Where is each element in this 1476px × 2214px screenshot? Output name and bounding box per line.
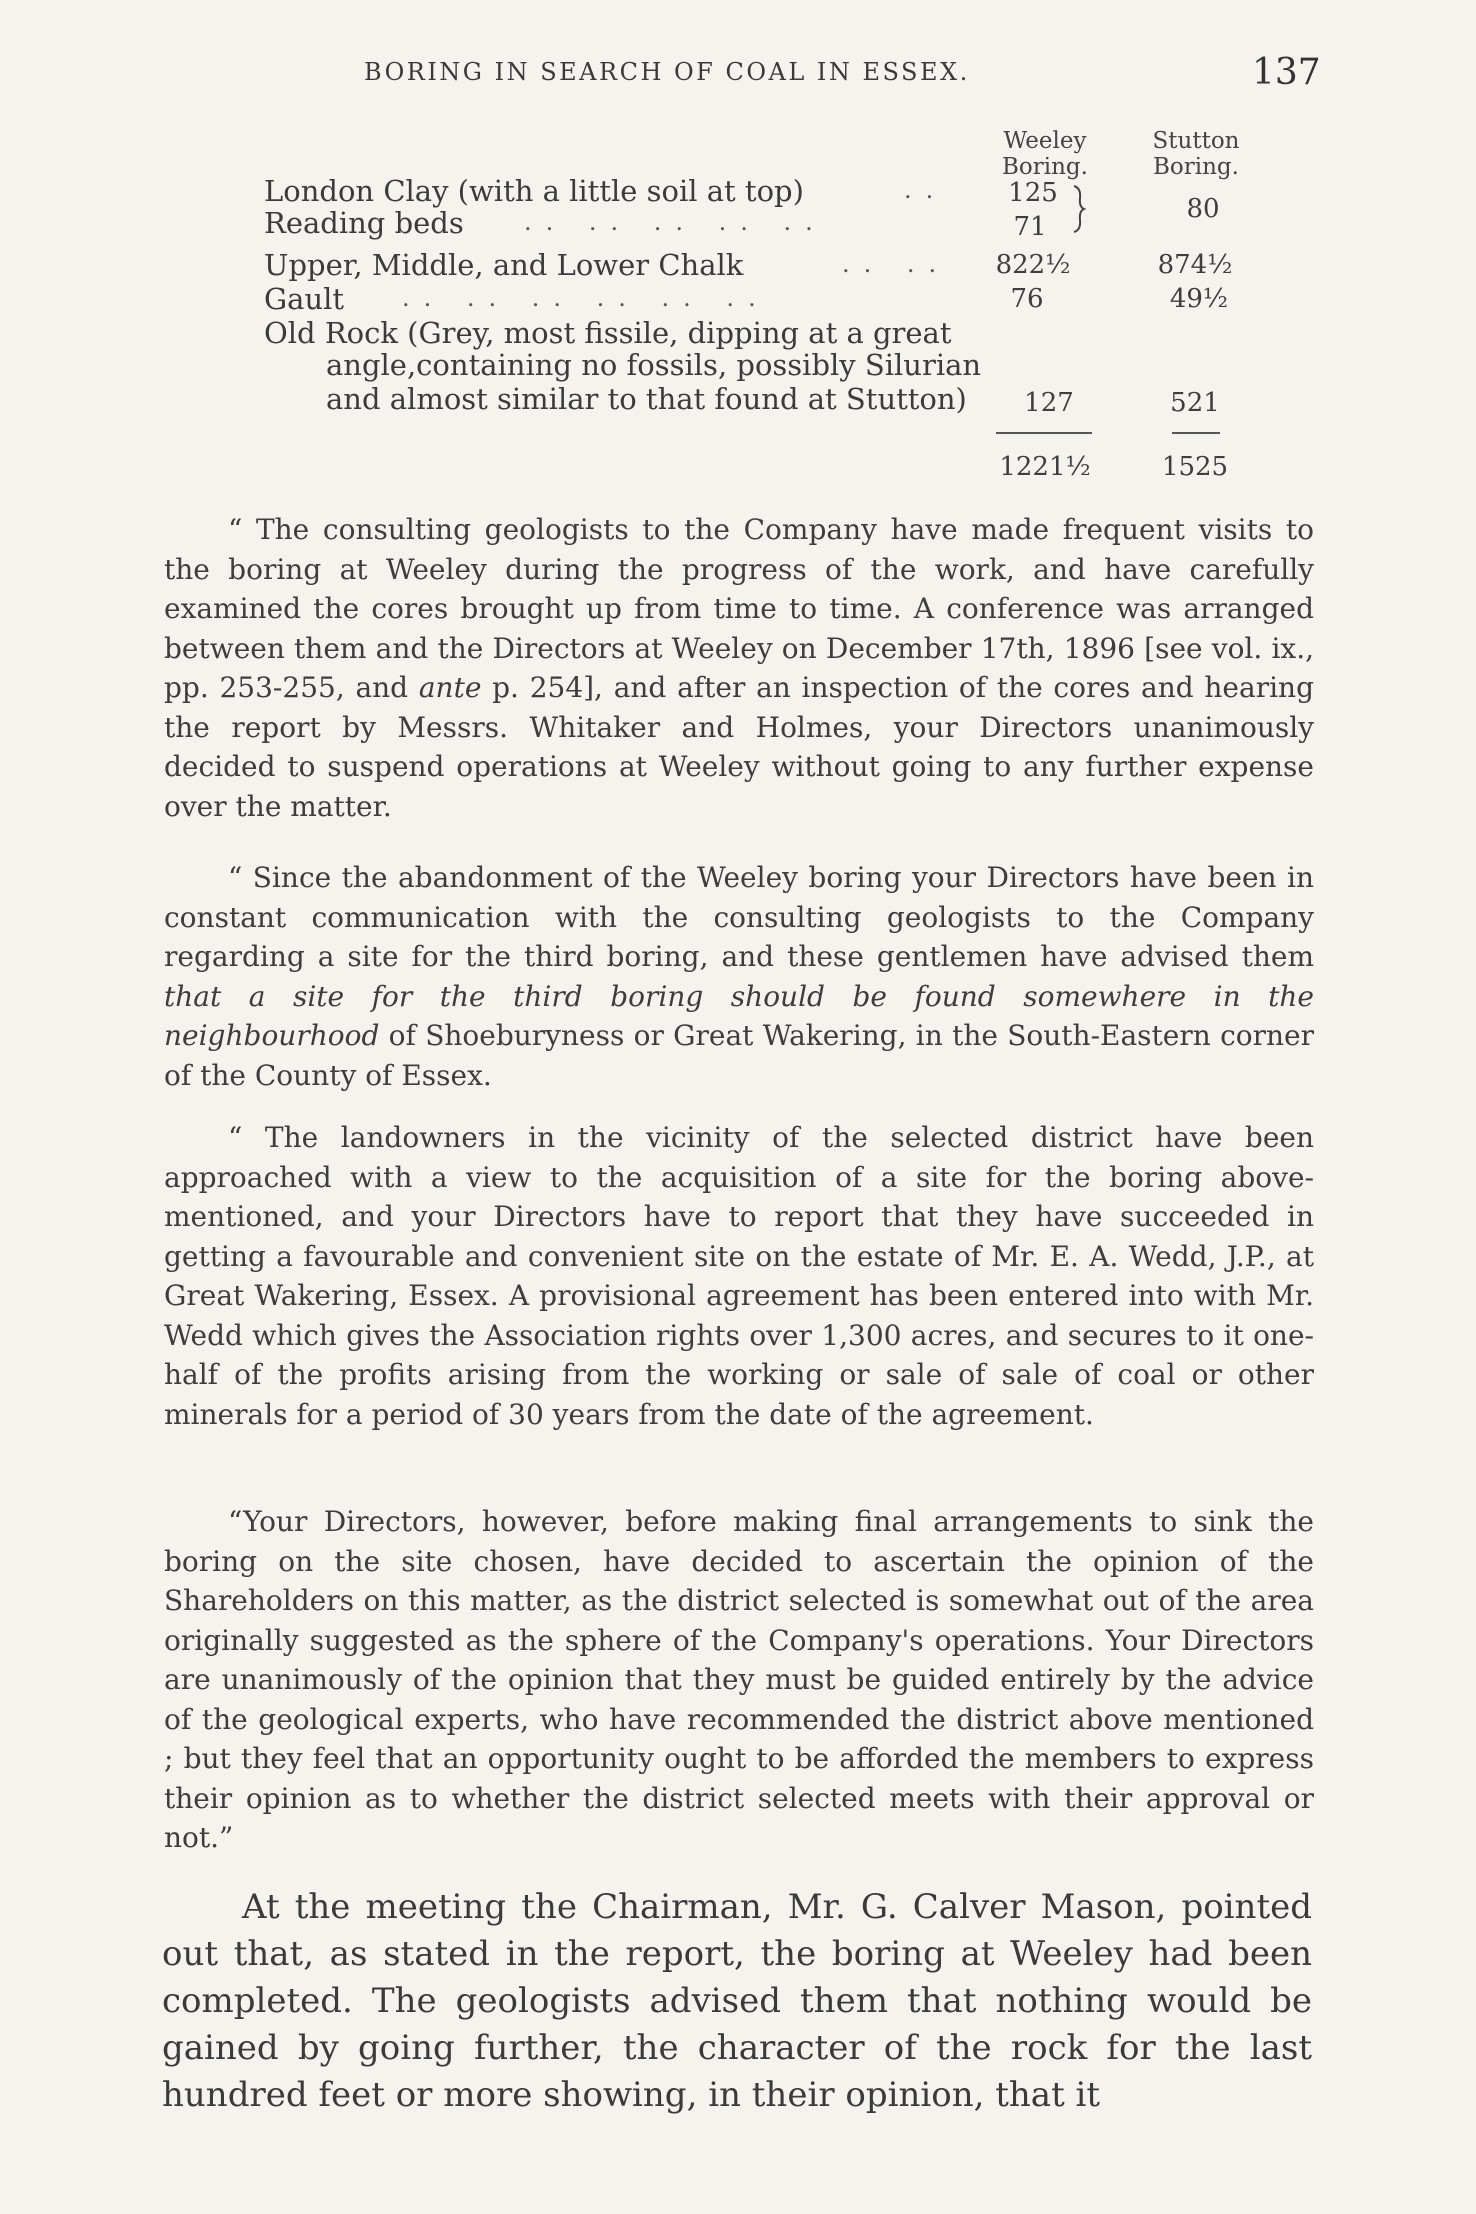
paragraph-consulting-geologists: “ The consulting geologists to the Company have made frequent visits to the boring at Weeley during the progress of the work, and have carefully examined the cores brought up from time to time. A conference was arranged between them and the Directors at Weeley on December 17th, 1896 [see vol. ix., pp. 253-255, and ante p. 254], and after an inspection of the cores and hearing the report by Messrs. Whitaker and Holmes, your Directors unanimously decided to suspend operations at Weeley without going to any further expense over the matter. — [164, 513, 1314, 823]
running-title: BORING IN SEARCH OF COAL IN ESSEX. — [364, 58, 970, 86]
total-rule-stutton — [1172, 432, 1220, 434]
paragraph-landowners: “ The landowners in the vicinity of the selected district have been approached with a view to the acquisition of a site for the boring above-mentioned, and your Directors have to report that they have succeeded in getting a favourable and convenient site on the estate of Mr. E. A. Wedd, J.P., at Great Wakering, Essex. A provisional agreement has been entered into with Mr. Wedd which gives the Association rights over 1,300 acres, and secures to it one-half of the profits arising from the working or sale of sale of coal or other minerals for a period of 30 years from the date of the agreement. — [164, 1121, 1314, 1431]
strata-table — [0, 0, 1476, 500]
paragraph-chairman-meeting: At the meeting the Chairman, Mr. G. Calver Mason, pointed out that, as stated in the report, the boring at Weeley had been completed. The geologists advised them that nothing would be gained by going further, the character of the rock for the last hundred feet or more showing, in their opinion, that it — [162, 1887, 1312, 2115]
paragraph-third-boring-site: “ Since the abandonment of the Weeley boring your Directors have been in constant communication with the consulting geologists to the Company regarding a site for the third boring, and these gentlemen have advised them that a site for the third boring should be found somewhere in the neighbourhood of Shoeburyness or Great Wakering, in the South-Eastern corner of the County of Essex. — [164, 861, 1314, 1092]
stratum-label: Reading beds — [264, 206, 464, 240]
weeley-value: 71 — [1013, 212, 1047, 242]
weeley-value: 76 — [1010, 284, 1044, 314]
stratum-label: Old Rock (Grey, most fissile, dipping at a great — [264, 316, 952, 350]
stutton-total: 1525 — [1161, 452, 1229, 482]
stutton-value: 874½ — [1157, 250, 1233, 280]
leader-dots: .. .. .. .. .. — [524, 208, 827, 236]
leader-dots: .. .. .. .. .. .. — [402, 284, 770, 312]
stutton-value: 49½ — [1169, 284, 1229, 314]
leader-dots: .. .. — [842, 250, 951, 278]
total-rule-weeley — [996, 432, 1092, 434]
column-header-weeley: Weeley Boring. — [1002, 128, 1088, 180]
weeley-total: 1221½ — [999, 452, 1091, 482]
paragraph-shareholders-opinion: “Your Directors, however, before making final arrangements to sink the boring on the site chosen, have decided to ascertain the opinion of the Shareholders on this matter, as the district selected is somewhat out of the area originally suggested as the sphere of the Company's operations. Your Directors are unanimously of the opinion that they must be guided entirely by the advice of the geological experts, who have recommended the district above mentioned ; but they feel that an opportunity ought to be afforded the members to express their opinion as to whether the district selected meets with their approval or not.” — [164, 1505, 1314, 1854]
stutton-combined-value: 80 — [1186, 194, 1220, 224]
weeley-value: 125 — [1008, 178, 1058, 208]
leader-dots: .. — [904, 176, 948, 204]
weeley-value: 822½ — [995, 250, 1071, 280]
stutton-value: 521 — [1170, 388, 1220, 418]
brace-icon — [1072, 184, 1086, 234]
column-header-stutton: Stutton Boring. — [1152, 128, 1240, 180]
page-number: 137 — [1252, 52, 1321, 93]
stratum-label-continued: angle,containing no fossils, possibly Silurian — [326, 348, 982, 382]
weeley-value: 127 — [1024, 388, 1074, 418]
stratum-label: London Clay (with a little soil at top) — [264, 174, 804, 208]
stratum-label: Upper, Middle, and Lower Chalk — [264, 248, 744, 282]
stratum-label: Gault — [264, 282, 345, 316]
stratum-label-continued: and almost similar to that found at Stutton) — [326, 382, 967, 416]
